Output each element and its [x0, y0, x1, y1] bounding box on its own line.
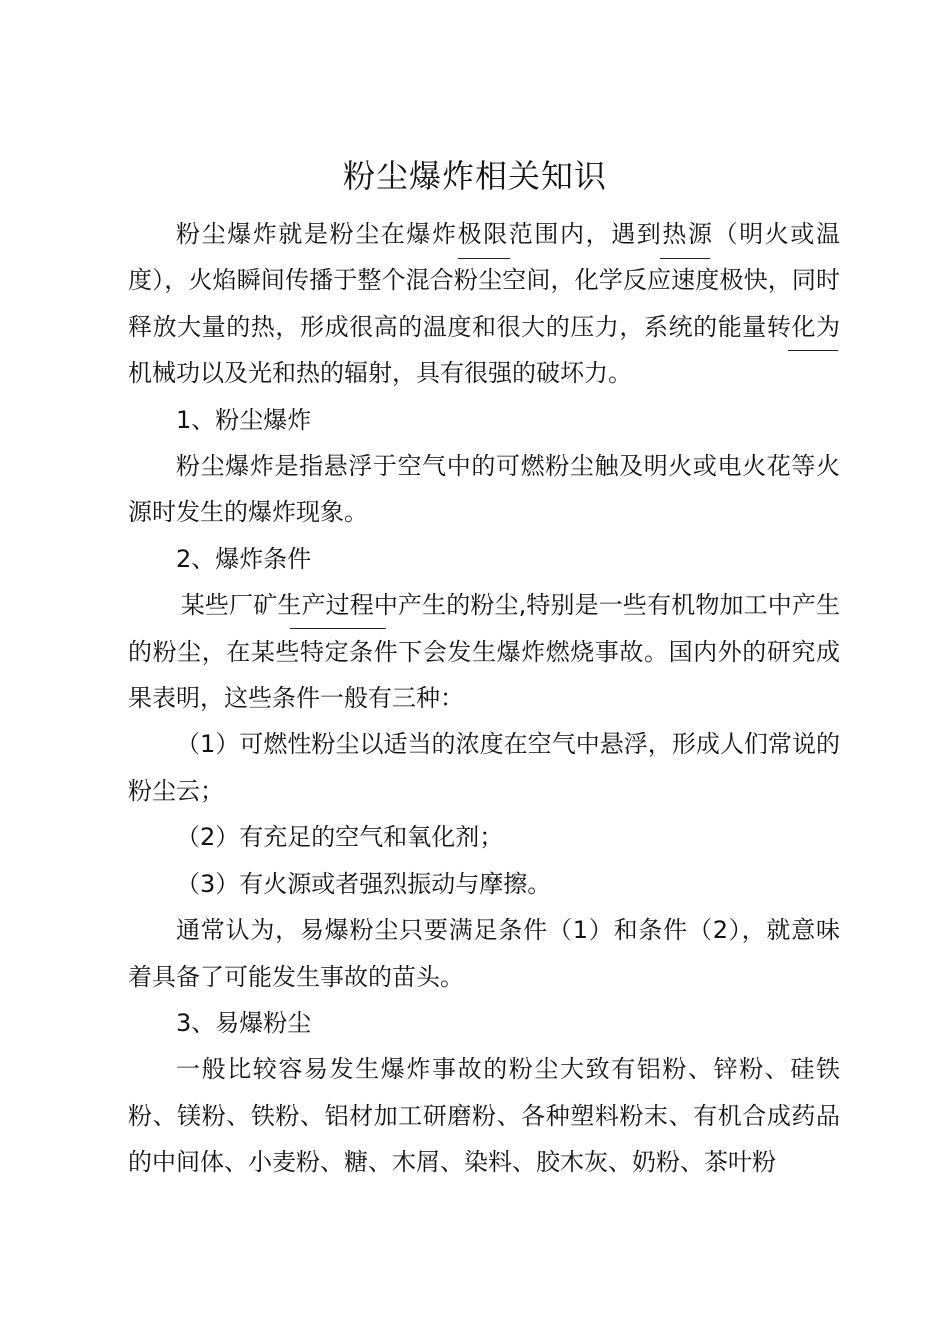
document-body	[128, 211, 840, 1186]
underline-mark	[788, 350, 838, 351]
section-heading-2: 2、爆炸条件	[176, 544, 312, 573]
paragraph-conclusion: 通常认为，易爆粉尘只要满足条件（1）和条件（2），就意味着具备了可能发生事故的苗头。	[128, 916, 840, 991]
section-heading-3: 3、易爆粉尘	[176, 1008, 312, 1037]
condition-item-1: （1）可燃性粉尘以适当的浓度在空气中悬浮，形成人们常说的粉尘云；	[128, 730, 840, 805]
underline-mark	[290, 628, 386, 629]
section-heading-1: 1、粉尘爆炸	[176, 405, 312, 434]
paragraph-definition: 粉尘爆炸是指悬浮于空气中的可燃粉尘触及明火或电火花等火源时发生的爆炸现象。	[128, 452, 840, 527]
document-title: 粉尘爆炸相关知识	[342, 157, 607, 195]
condition-item-2: （2）有充足的空气和氧化剂；	[176, 823, 504, 852]
underline-mark	[458, 258, 510, 259]
paragraph-conditions-intro: 某些厂矿生产过程中产生的粉尘,特别是一些有机物加工中产生的粉尘，在某些特定条件下会发生爆炸燃烧事故。国内外的研究成果表明，这些条件一般有三种：	[128, 591, 840, 713]
underline-mark	[660, 258, 710, 259]
condition-item-3: （3）有火源或者强烈振动与摩擦。	[176, 869, 552, 898]
paragraph-intro: 粉尘爆炸就是粉尘在爆炸极限范围内，遇到热源（明火或温度），火焰瞬间传播于整个混合粉尘空间，化学反应速度极快，同时释放大量的热，形成很高的温度和很大的压力，系统的能量转化为机械功以及光和热的辐射，具有很强的破坏力。	[128, 220, 840, 388]
paragraph-dust-list: 一般比较容易发生爆炸事故的粉尘大致有铝粉、锌粉、硅铁粉、镁粉、铁粉、铝材加工研磨粉、各种塑料粉末、有机合成药品的中间体、小麦粉、糖、木屑、染料、胶木灰、奶粉、茶叶粉	[128, 1055, 840, 1177]
